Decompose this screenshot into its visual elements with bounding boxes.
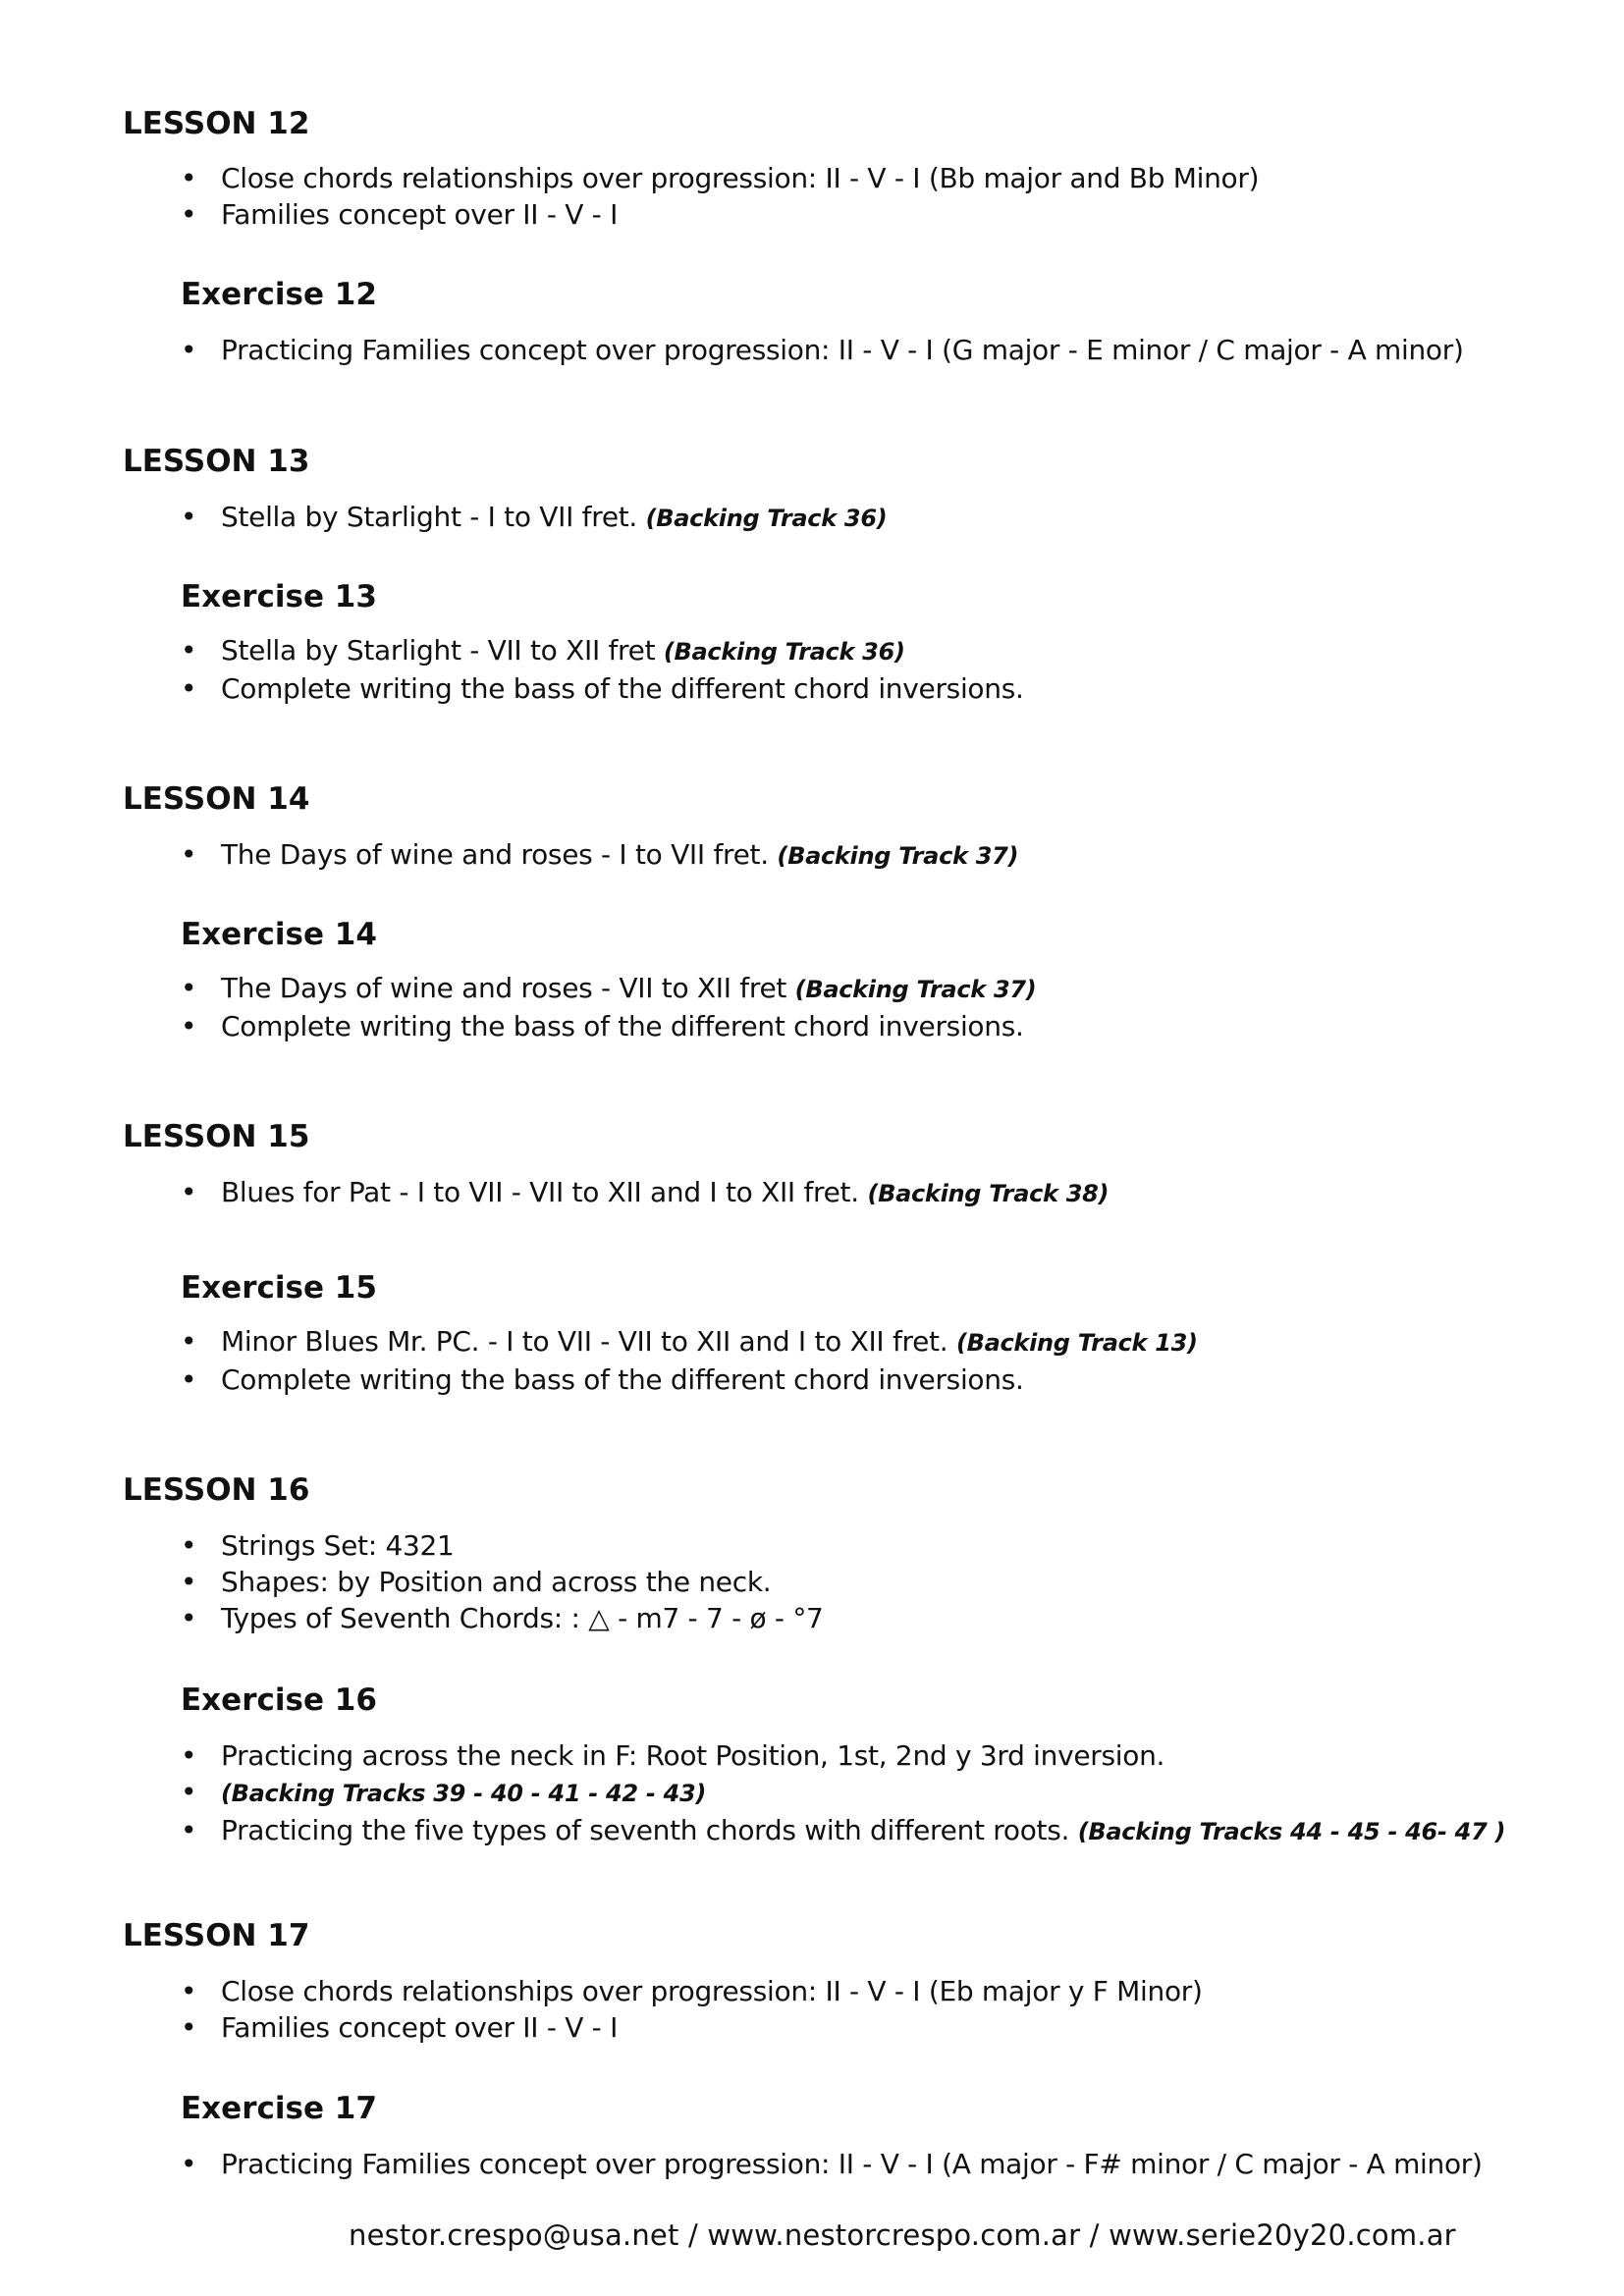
exercise-17-list: [181, 2146, 1483, 2182]
list-item: • Stella by Starlight - I to VII fret. (Backing Track 36): [181, 499, 887, 537]
lesson-17-list: [181, 1973, 1203, 2046]
lesson-14-title: LESSON 14: [123, 781, 310, 817]
lesson-15-list: [181, 1174, 1109, 1212]
backing-track-ref: (Backing Tracks 44 - 45 - 46- 47 ): [1077, 1818, 1506, 1845]
backing-track-ref: (Backing Tracks 39 - 40 - 41 - 42 - 43): [221, 1780, 707, 1807]
footer-contact: nestor.crespo@usa.net / www.nestorcrespo.com.ar / www.serie20y20.com.ar: [349, 2218, 1456, 2252]
backing-track-ref: (Backing Track 13): [955, 1329, 1198, 1357]
list-item: • The Days of wine and roses - I to VII fret. (Backing Track 37): [181, 836, 1018, 875]
lesson-13-title: LESSON 13: [123, 444, 310, 479]
exercise-13-title: Exercise 13: [181, 579, 377, 614]
lesson-14-list: [181, 836, 1018, 875]
exercise-12-title: Exercise 12: [181, 277, 377, 312]
exercise-15-list: [181, 1323, 1198, 1398]
list-item: • Types of Seventh Chords: : △ - m7 - 7 - ø - °7: [181, 1600, 824, 1636]
list-item: • Complete writing the bass of the different chord inversions.: [181, 670, 1024, 707]
lesson-15-title: LESSON 15: [123, 1119, 310, 1154]
backing-track-ref: (Backing Track 36): [663, 638, 905, 666]
list-item: • Complete writing the bass of the different chord inversions.: [181, 1008, 1036, 1044]
lesson-12-title: LESSON 12: [123, 106, 310, 141]
list-item: • Practicing Families concept over progression: II - V - I (A major - F# minor / C major - A minor): [181, 2146, 1483, 2182]
exercise-16-title: Exercise 16: [181, 1682, 377, 1718]
lesson-12-list: [181, 160, 1259, 233]
backing-track-ref: (Backing Track 36): [645, 505, 888, 532]
list-item: • Blues for Pat - I to VII - VII to XII and I to XII fret. (Backing Track 38): [181, 1174, 1109, 1212]
lesson-16-list: [181, 1527, 824, 1636]
exercise-12-list: [181, 332, 1464, 368]
list-item: • Close chords relationships over progression: II - V - I (Eb major y F Minor): [181, 1973, 1203, 2009]
list-item: • Complete writing the bass of the different chord inversions.: [181, 1362, 1198, 1398]
exercise-15-title: Exercise 15: [181, 1270, 377, 1306]
list-item: • Families concept over II - V - I: [181, 2009, 1203, 2046]
backing-track-ref: (Backing Track 37): [777, 842, 1019, 870]
lesson-16-title: LESSON 16: [123, 1472, 310, 1508]
list-item: • Shapes: by Position and across the neck.: [181, 1564, 824, 1600]
exercise-13-list: [181, 632, 1024, 707]
lesson-17-title: LESSON 17: [123, 1918, 310, 1953]
exercise-14-list: [181, 970, 1036, 1044]
backing-track-ref: (Backing Track 37): [794, 976, 1037, 1003]
lesson-13-list: [181, 499, 887, 537]
list-item: [181, 1774, 1505, 1812]
list-item: • Minor Blues Mr. PC. - I to VII - VII to XII and I to XII fret. (Backing Track 13): [181, 1323, 1198, 1362]
list-item: • Practicing the five types of seventh chords with different roots. (Backing Tracks 44 - 45 - 46- 47 ): [181, 1812, 1505, 1850]
backing-track-ref: (Backing Track 38): [867, 1180, 1110, 1207]
list-item: • Families concept over II - V - I: [181, 196, 1259, 233]
list-item: • Strings Set: 4321: [181, 1527, 824, 1564]
list-item: • Practicing across the neck in F: Root Position, 1st, 2nd y 3rd inversion.: [181, 1737, 1505, 1774]
exercise-17-title: Exercise 17: [181, 2091, 377, 2126]
exercise-16-list: [181, 1737, 1505, 1850]
exercise-14-title: Exercise 14: [181, 917, 377, 952]
list-item: • Stella by Starlight - VII to XII fret (Backing Track 36): [181, 632, 1024, 670]
list-item: • Practicing Families concept over progression: II - V - I (G major - E minor / C major - A minor): [181, 332, 1464, 368]
list-item: • Close chords relationships over progression: II - V - I (Bb major and Bb Minor): [181, 160, 1259, 196]
list-item: • The Days of wine and roses - VII to XII fret (Backing Track 37): [181, 970, 1036, 1008]
